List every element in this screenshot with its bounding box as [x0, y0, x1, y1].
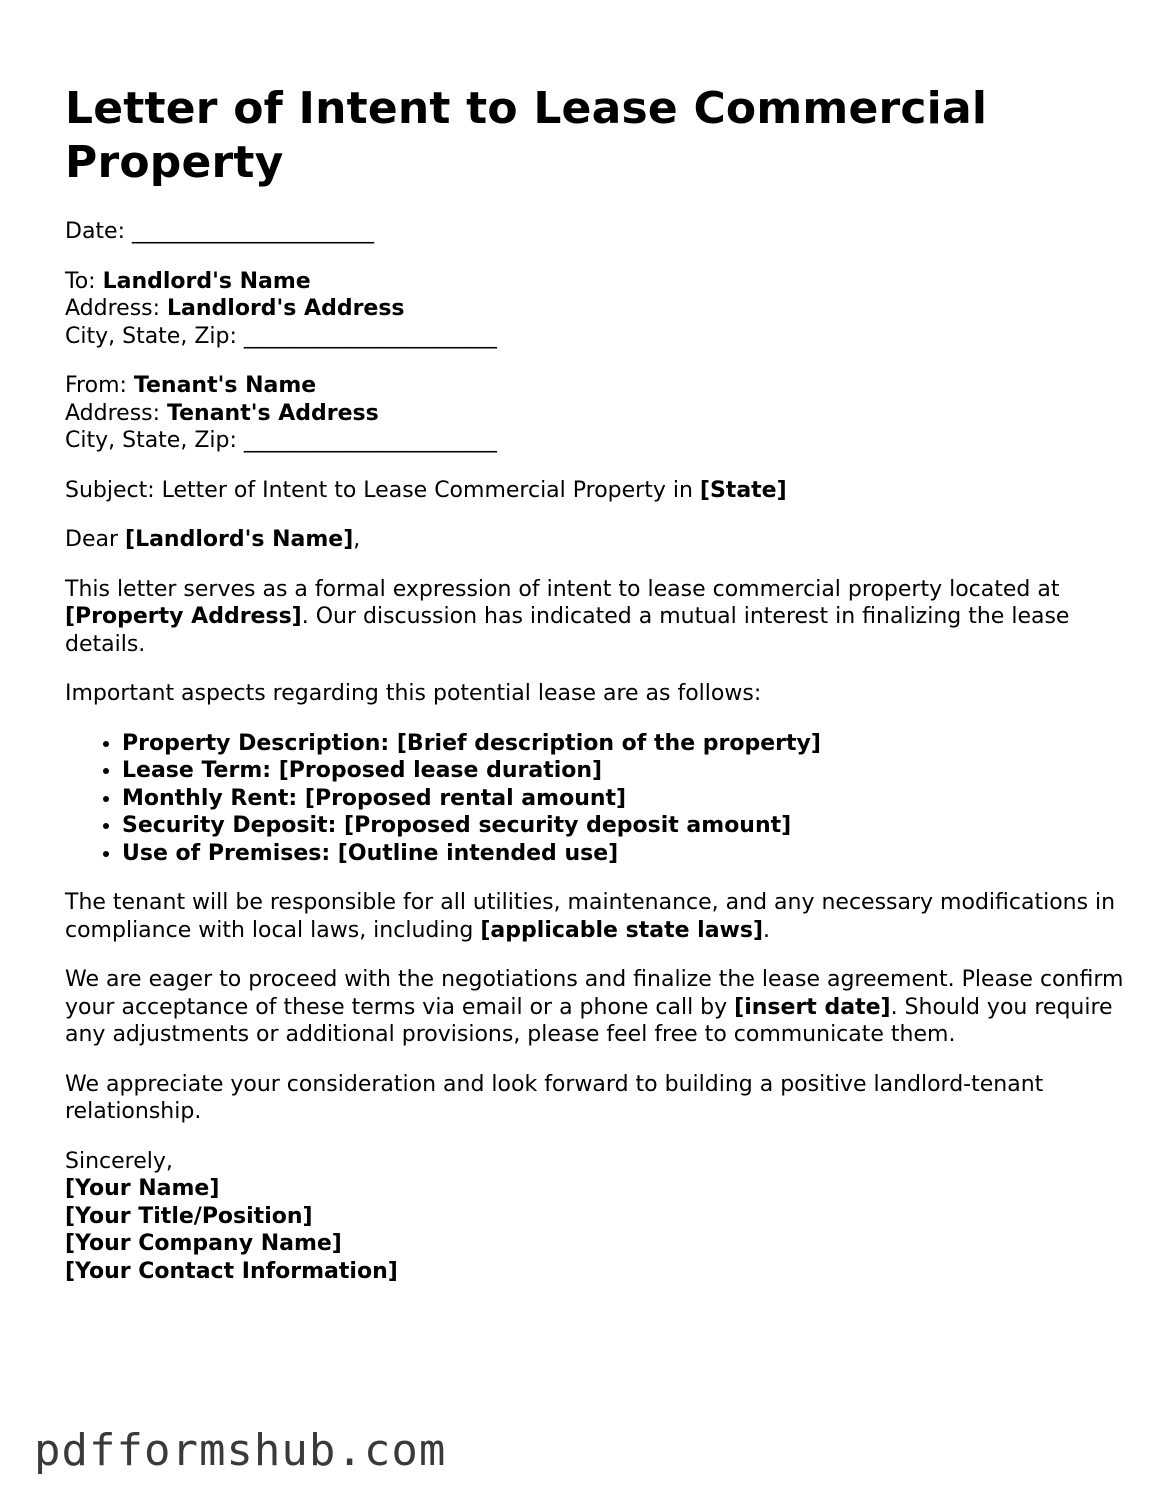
to-name: Landlord's Name: [102, 268, 311, 294]
negotiation-post: . Should you require any adjustments or additional provisions, please feel free to communicate them.: [65, 994, 1113, 1047]
aspects-list: [65, 730, 1125, 868]
to-csz-label: City, State, Zip:: [65, 323, 237, 349]
subject-text: Subject: Letter of Intent to Lease Commercial Property in: [65, 477, 693, 503]
intro-pre: This letter serves as a formal expression of intent to lease commercial property located at: [65, 576, 1060, 602]
salutation-name: [Landlord's Name]: [125, 527, 354, 552]
subject-line: [65, 477, 1125, 505]
salutation-prefix: Dear: [65, 527, 119, 552]
to-address: Landlord's Address: [167, 296, 405, 321]
signoff-closing: Sincerely,: [65, 1148, 173, 1174]
signoff-contact: [Your Contact Information]: [65, 1258, 398, 1284]
closing-paragraph: We appreciate your consideration and look forward to building a positive landlord-tenant relationship.: [65, 1071, 1044, 1124]
negotiation-pre: We are eager to proceed with the negotiations and finalize the lease agreement. Please confirm your acceptance of these terms via email or a phone call by: [65, 967, 1124, 1020]
intro-post: . Our discussion has indicated a mutual interest in finalizing the lease details.: [65, 604, 1070, 657]
signoff-title: [Your Title/Position]: [65, 1203, 313, 1229]
to-address-label: Address:: [65, 296, 161, 321]
from-csz-label: City, State, Zip:: [65, 428, 237, 453]
responsibility-laws: [applicable state laws]: [480, 917, 764, 943]
to-block: [65, 268, 1125, 351]
from-csz-blank: _______________________: [243, 428, 497, 453]
date-label: Date:: [65, 219, 125, 244]
to-label: To:: [65, 268, 96, 294]
negotiation-date: [insert date]: [734, 994, 891, 1020]
list-item: • Use of Premises: [Outline intended use]: [122, 840, 1125, 868]
from-address-label: Address:: [65, 400, 161, 426]
intro-address: [Property Address]: [65, 604, 302, 629]
from-name: Tenant's Name: [133, 373, 317, 398]
signoff-company: [Your Company Name]: [65, 1231, 342, 1256]
responsibility-post: .: [763, 917, 771, 943]
signature-block: [65, 1148, 1125, 1286]
intro-paragraph: [65, 576, 1125, 659]
subject-state: [State]: [699, 477, 787, 503]
salutation: [65, 526, 1125, 554]
date-blank: ______________________: [132, 219, 374, 244]
responsibility-paragraph: [65, 889, 1125, 944]
list-item: • Security Deposit: [Proposed security deposit amount]: [122, 812, 1125, 840]
from-label: From:: [65, 373, 127, 398]
negotiation-paragraph: [65, 966, 1125, 1049]
from-address: Tenant's Address: [167, 400, 379, 426]
list-item: • Lease Term: [Proposed lease duration]: [122, 757, 1125, 785]
from-block: [65, 372, 1125, 455]
list-item: • Property Description: [Brief description of the property]: [122, 730, 1125, 758]
page-title: Letter of Intent to Lease Commercial Property: [65, 83, 988, 188]
responsibility-pre: The tenant will be responsible for all utilities, maintenance, and any necessary modifications in compliance with local laws, including: [65, 890, 1116, 943]
salutation-suffix: ,: [353, 527, 361, 552]
to-csz-blank: _______________________: [243, 323, 497, 349]
list-item: • Monthly Rent: [Proposed rental amount]: [122, 785, 1125, 813]
letter-page: [65, 82, 1125, 1307]
aspects-intro: Important aspects regarding this potential lease are as follows:: [65, 681, 762, 706]
date-line: [65, 218, 1125, 246]
signoff-name: [Your Name]: [65, 1176, 220, 1201]
watermark: pdfformshub.com: [34, 1425, 447, 1476]
